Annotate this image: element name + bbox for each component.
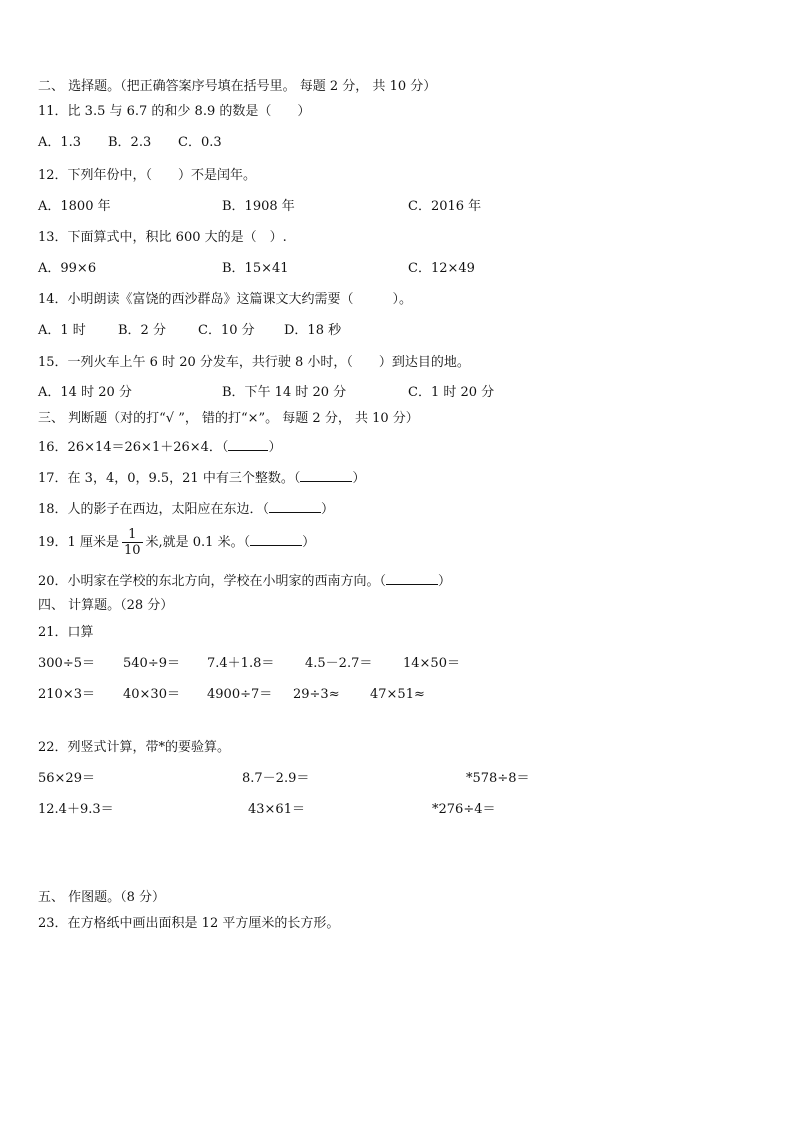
question-23: 23．在方格纸中画出面积是 12 平方厘米的长方形。 bbox=[38, 916, 340, 931]
q19-close: ） bbox=[302, 535, 316, 550]
q16-text: 16．26×14＝26×1＋26×4．（ bbox=[38, 440, 229, 455]
q16-answer-blank[interactable] bbox=[228, 438, 268, 451]
question-14: 14．小明朗读《富饶的西沙群岛》这篇课文大约需要（ ）。 bbox=[38, 292, 413, 307]
q11-option-c: C．0.3 bbox=[178, 135, 222, 150]
section-2-heading: 二、 选择题。（把正确答案序号填在括号里。 每题 2 分， 共 10 分） bbox=[38, 79, 437, 94]
q13-option-c: C．12×49 bbox=[408, 261, 475, 276]
question-16 bbox=[38, 438, 281, 456]
q15-option-c: C．1 时 20 分 bbox=[408, 385, 495, 400]
q19-text-mid: 米,就是 0.1 米。（ bbox=[145, 535, 251, 550]
q13-option-a: A．99×6 bbox=[38, 261, 97, 276]
q18-answer-blank[interactable] bbox=[269, 500, 321, 513]
section-5-heading: 五、 作图题。（8 分） bbox=[38, 890, 166, 905]
q20-answer-blank[interactable] bbox=[386, 572, 438, 585]
q18-close: ） bbox=[321, 502, 335, 517]
q20-close: ） bbox=[438, 574, 452, 589]
q19-fraction bbox=[122, 527, 143, 558]
q21-item: 7.4＋1.8＝ bbox=[207, 656, 275, 671]
q19-fraction-denominator: 10 bbox=[123, 543, 141, 558]
q21-item: 29÷3≈ bbox=[293, 687, 340, 702]
q21-item: 14×50＝ bbox=[403, 656, 460, 671]
q21-item: 300÷5＝ bbox=[38, 656, 95, 671]
q22-item: *276÷4＝ bbox=[432, 802, 496, 817]
q21-item: 4900÷7＝ bbox=[207, 687, 273, 702]
question-21-title: 21．口算 bbox=[38, 625, 94, 640]
q21-item: 540÷9＝ bbox=[123, 656, 180, 671]
q22-item: *578÷8＝ bbox=[466, 771, 530, 786]
q19-answer-blank[interactable] bbox=[250, 533, 302, 546]
q17-answer-blank[interactable] bbox=[300, 469, 352, 482]
q22-item: 8.7－2.9＝ bbox=[242, 771, 310, 786]
q12-option-c: C．2016 年 bbox=[408, 199, 482, 214]
q12-option-b: B．1908 年 bbox=[222, 199, 295, 214]
section-4-heading: 四、 计算题。（28 分） bbox=[38, 598, 174, 613]
section-3-heading: 三、 判断题（对的打“√ ”， 错的打“×”。 每题 2 分， 共 10 分） bbox=[38, 411, 419, 426]
q14-option-b: B．2 分 bbox=[118, 323, 166, 338]
q11-option-a: A．1.3 bbox=[38, 135, 82, 150]
q13-option-b: B．15×41 bbox=[222, 261, 289, 276]
q20-text: 20．小明家在学校的东北方向，学校在小明家的西南方向。（ bbox=[38, 574, 387, 589]
q15-option-b: B．下午 14 时 20 分 bbox=[222, 385, 347, 400]
q12-option-a: A．1800 年 bbox=[38, 199, 111, 214]
question-12: 12．下列年份中，（ ）不是闰年。 bbox=[38, 168, 257, 183]
q21-item: 210×3＝ bbox=[38, 687, 95, 702]
q19-fraction-numerator: 1 bbox=[122, 527, 143, 543]
q14-option-d: D．18 秒 bbox=[284, 323, 342, 338]
q17-text: 17．在 3，4，0，9.5，21 中有三个整数。（ bbox=[38, 471, 301, 486]
question-20 bbox=[38, 572, 451, 590]
q21-item: 4.5－2.7＝ bbox=[305, 656, 373, 671]
q22-item: 43×61＝ bbox=[248, 802, 305, 817]
q21-item: 47×51≈ bbox=[370, 687, 425, 702]
question-11: 11．比 3.5 与 6.7 的和少 8.9 的数是（ ） bbox=[38, 104, 311, 119]
q14-option-c: C．10 分 bbox=[198, 323, 255, 338]
q22-item: 56×29＝ bbox=[38, 771, 95, 786]
q15-option-a: A．14 时 20 分 bbox=[38, 385, 132, 400]
q14-option-a: A．1 时 bbox=[38, 323, 86, 338]
question-15: 15．一列火车上午 6 时 20 分发车，共行驶 8 小时，（ ）到达目的地。 bbox=[38, 355, 470, 370]
question-19 bbox=[38, 522, 315, 564]
question-17 bbox=[38, 469, 365, 487]
q18-text: 18．人的影子在西边，太阳应在东边．（ bbox=[38, 502, 270, 517]
q11-option-b: B．2.3 bbox=[108, 135, 152, 150]
question-18 bbox=[38, 500, 334, 518]
question-13: 13．下面算式中，积比 600 大的是（ ）. bbox=[38, 230, 287, 245]
q17-close: ） bbox=[352, 471, 366, 486]
q16-close: ） bbox=[268, 440, 282, 455]
q22-item: 12.4＋9.3＝ bbox=[38, 802, 114, 817]
q19-text: 19．1 厘米是 bbox=[38, 535, 119, 550]
q21-item: 40×30＝ bbox=[123, 687, 180, 702]
question-22-title: 22．列竖式计算，带*的要验算。 bbox=[38, 740, 231, 755]
